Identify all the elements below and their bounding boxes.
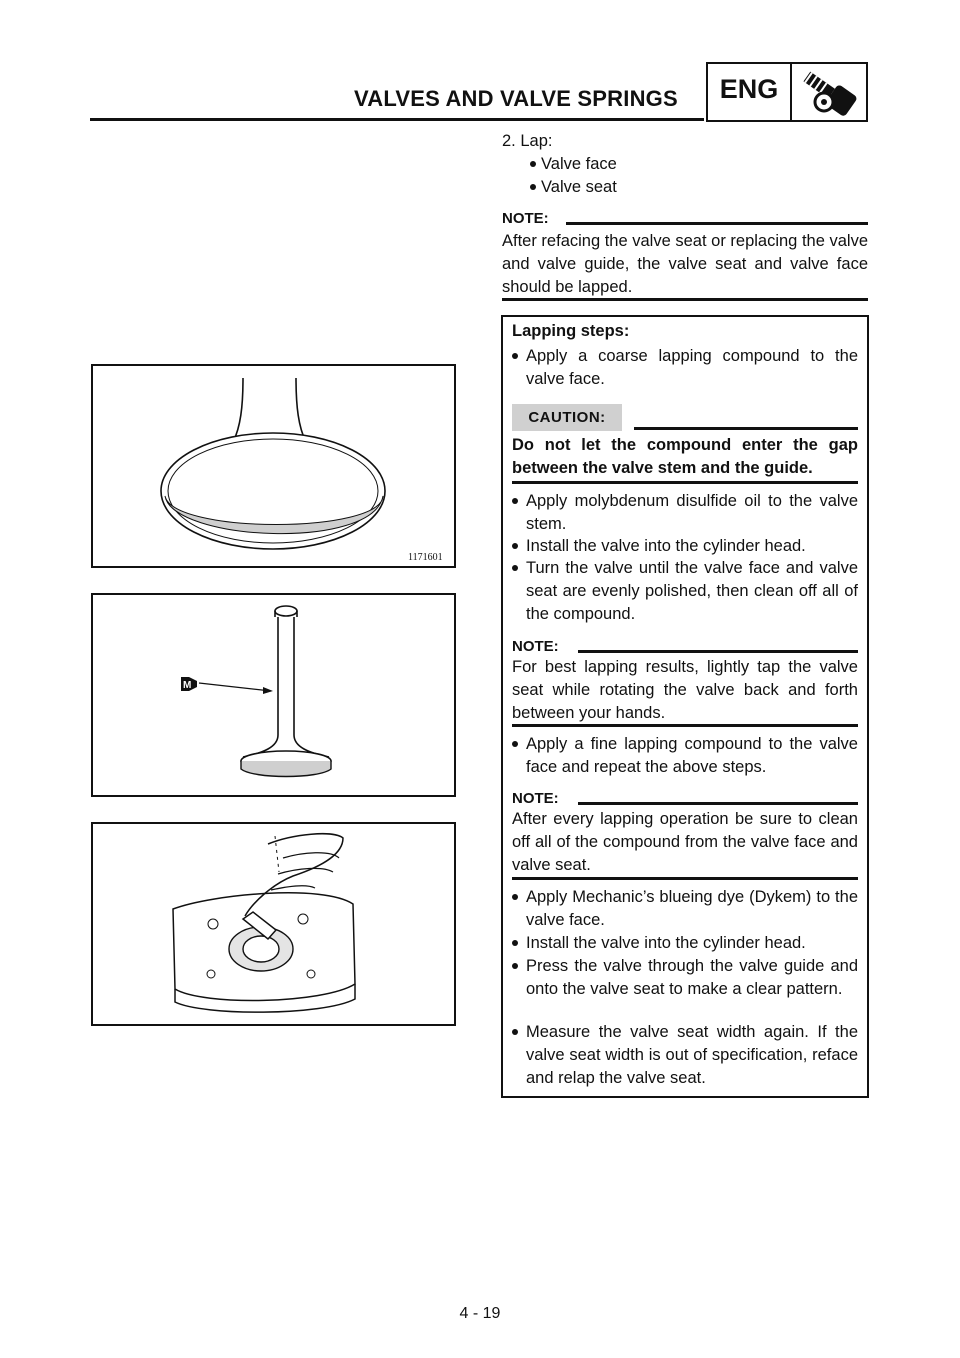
lapping-step: Turn the valve until the valve face and valve seat are evenly polished, then clean off all of the compound. [512, 557, 858, 626]
lapping-step: Apply Mechanic’s blueing dye (Dykem) to the valve face. [512, 886, 858, 932]
caution-rule-bottom [512, 481, 858, 484]
oil-symbol: M [183, 680, 192, 691]
lapping-step: Measure the valve seat width again. If the valve seat width is out of specification, reface and relap the valve seat. [512, 1021, 858, 1090]
lapping-step: Press the valve through the valve guide and onto the valve seat to make a clear pattern. [512, 955, 858, 1001]
caution-rule-top [634, 427, 858, 430]
note-label: NOTE: [502, 210, 549, 227]
caution-label: CAUTION: [512, 404, 622, 431]
lapping-step: Apply a coarse lapping compound to the valve face. [512, 345, 858, 391]
figure-valve-face [91, 364, 456, 568]
note-rule-bottom [512, 724, 858, 727]
figure-hand-lapping [91, 822, 456, 1026]
caution-text: Do not let the compound enter the gap between the valve stem and the guide. [512, 436, 858, 477]
note-rule-bottom [512, 877, 858, 880]
figure-valve-stem-oil [91, 593, 456, 797]
step-2-label: 2. Lap: [502, 132, 553, 150]
lapping-step: Install the valve into the cylinder head. [512, 932, 858, 955]
lapping-step: Install the valve into the cylinder head. [512, 535, 858, 558]
lapping-step: Apply a fine lapping compound to the valve face and repeat the above steps. [512, 733, 858, 779]
note-rule-top [578, 650, 858, 653]
section-badge [706, 62, 868, 122]
bullet-icon [512, 963, 518, 969]
note-label: NOTE: [512, 790, 559, 807]
bullet-icon [512, 940, 518, 946]
bullet-icon [512, 543, 518, 549]
page-section-title: VALVES AND VALVE SPRINGS [354, 86, 678, 111]
note-text: For best lapping results, lightly tap the valve seat while rotating the valve back and forth between your hands. [512, 658, 858, 722]
bullet-icon [512, 498, 518, 504]
bullet-icon [512, 894, 518, 900]
bullet-icon [530, 184, 536, 190]
step-2-item: Valve face [530, 153, 617, 176]
note-rule-top [566, 222, 868, 225]
bullet-icon [512, 741, 518, 747]
bullet-icon [530, 161, 536, 167]
page-number: 4 - 19 [459, 1305, 501, 1322]
bullet-icon [512, 353, 518, 359]
header-rule [90, 118, 704, 121]
figure-code: 1171601 [408, 552, 443, 563]
lapping-title: Lapping steps: [512, 322, 630, 340]
note-label: NOTE: [512, 638, 559, 655]
lapping-step: Apply molybdenum disulfide oil to the valve stem. [512, 490, 858, 536]
step-2-item: Valve seat [530, 176, 617, 199]
engine-wrench-icon [792, 64, 866, 120]
note-text: After every lapping operation be sure to clean off all of the compound from the valve face and valve seat. [512, 810, 858, 874]
note-rule-top [578, 802, 858, 805]
eng-label: ENG [708, 64, 792, 120]
note-rule-bottom [502, 298, 868, 301]
note-text: After refacing the valve seat or replacing the valve and valve guide, the valve seat and valve face should be lapped. [502, 232, 868, 296]
bullet-icon [512, 565, 518, 571]
bullet-icon [512, 1029, 518, 1035]
